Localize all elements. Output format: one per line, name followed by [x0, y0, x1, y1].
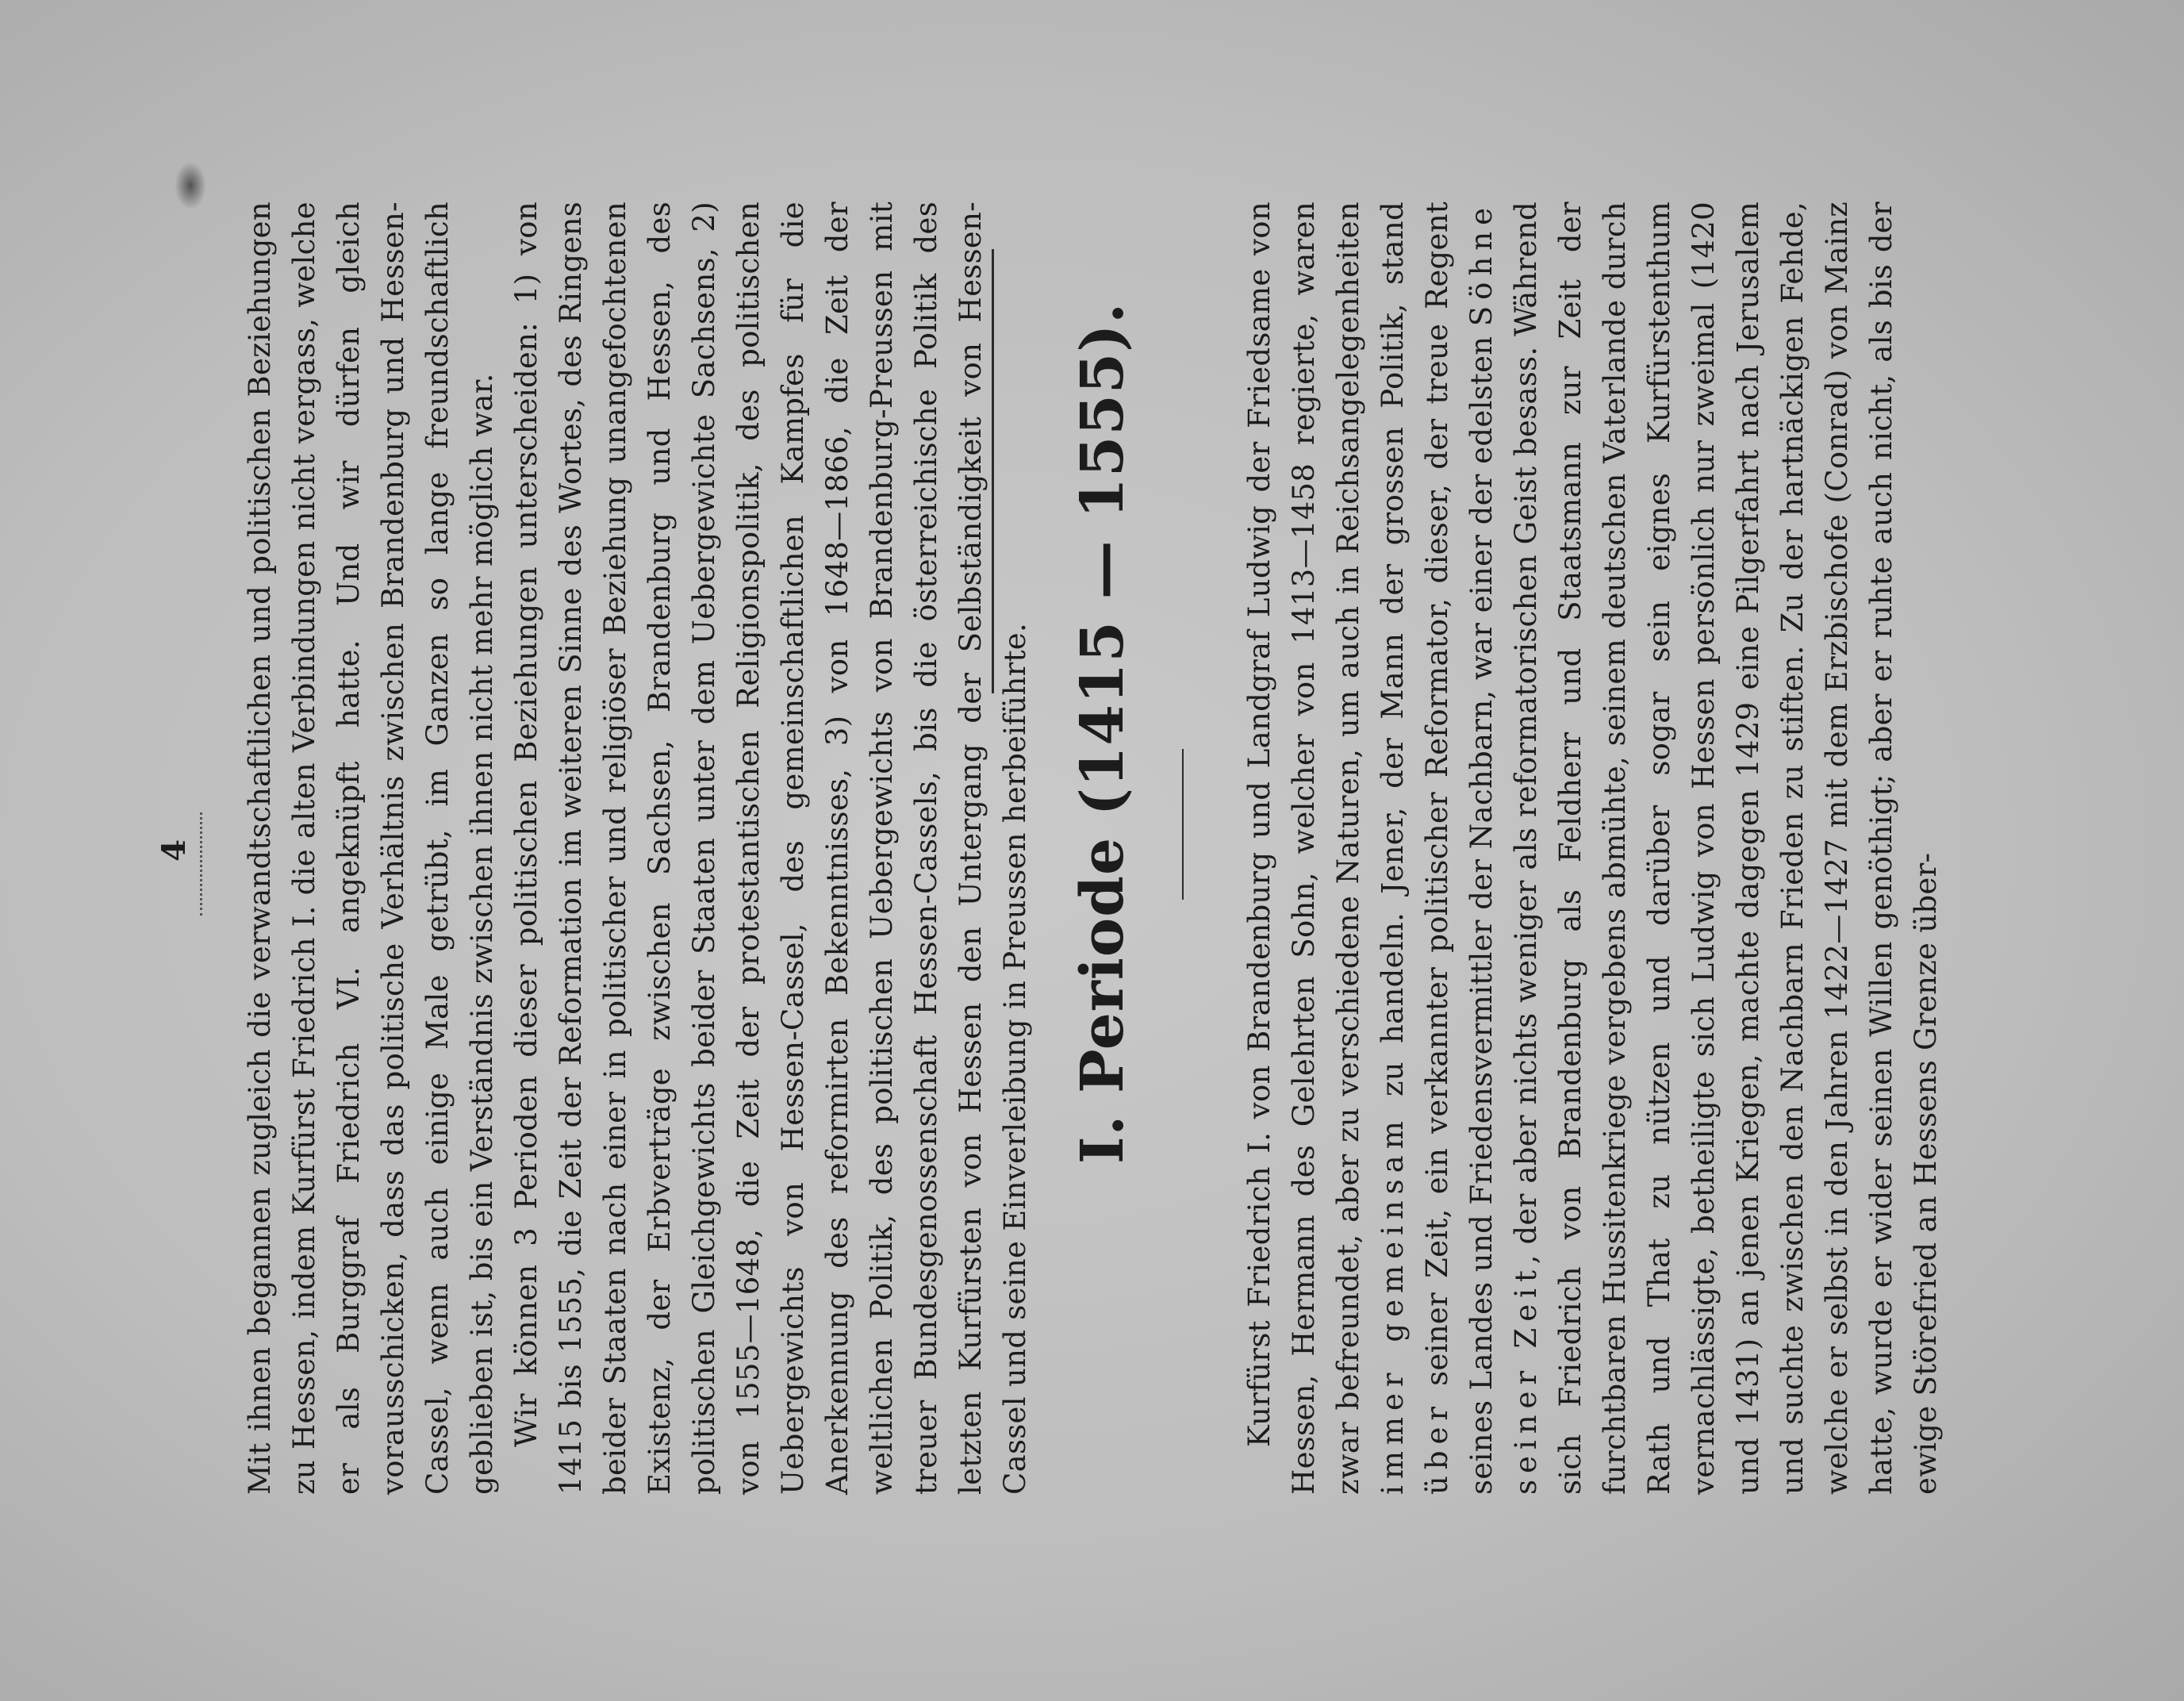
emphasis-ueber: über: [1420, 1400, 1454, 1495]
section-divider-top: [992, 249, 994, 693]
intro-paragraph-1: Mit ihnen begannen zugleich die verwandtschaftlichen und politischen Beziehungen zu Hessen, indem Kurfürst Friedrich I. die alten Verbindungen nicht vergass, welche er als Burggraf Friedrich VI. angeknüpft hatte. Und wir dürfen gleich vorausschicken, dass das politische Verhältnis zwischen Brandenburg und Hessen-Cassel, wenn auch einige Male getrübt, im Ganzen so lange freundschaftlich geblieben ist, bis ein Verständnis zwischen ihnen nicht mehr möglich war.: [243, 202, 499, 1495]
section-divider-bottom: [1182, 749, 1184, 900]
page-number-dotted-rule: [200, 812, 202, 916]
body-text-run-3: seiner Zeit, ein verkannter politischer Reformator, dieser, der treue Regent seines Landes und Friedensvermittler der Nachbarn, war einer der edelsten: [1420, 201, 1499, 1495]
intro-paragraph-2: Wir können 3 Perioden dieser politischen Beziehungen unterscheiden: 1) von 1415 bis 1555, die Zeit der Reformation im weiteren Sinne des Wortes, des Ringens beider Staaten nach einer in politischer und religiöser Beziehung unangefochtenen Existenz, der Erbverträge zwischen Sachsen, Brandenburg und Hessen, des politischen Gleichgewichts beider Staaten unter dem Uebergewichte Sachsens, 2) von 1555—1648, die Zeit der protestantischen Religionspolitik, des politischen Uebergewichts von Hessen-Cassel, des gemeinschaftlichen Kampfes für die Anerkennung des reformirten Bekenntnisses, 3) von 1648—1866, die Zeit der weltlichen Politik, des politischen Uebergewichts von Brandenburg-Preussen mit treuer Bundesgenossenschaft Hessen-Cassels, bis die österreichische Politik des letzten Kurfürsten von Hessen den Untergang der Selbständigkeit von Hessen-Cassel und seine Einverleibung in Preussen herbeiführte.: [509, 202, 1032, 1495]
period-paragraph: [1238, 202, 1948, 1495]
emphasis-immer-gemeinsam: immer gemeinsam: [1376, 1115, 1410, 1495]
period-heading: I. Periode (1415 — 1555).: [1069, 301, 1137, 1165]
ink-smudge: [175, 162, 206, 209]
emphasis-soehne-seiner-zeit: Söhne seiner Zeit: [1464, 201, 1543, 1495]
intro-text-block: [238, 202, 1032, 1495]
body-text-run-2: zu handeln. Jener, der Mann der grossen Politik, stand: [1376, 202, 1410, 1097]
period-body-text: [1238, 201, 1943, 1495]
page-number: 4: [155, 839, 193, 862]
body-text-run-4: , der aber nichts weniger als reformatorischen Geist besass. Während sich Friedrich von Brandenburg als Feldherr und Staatsmann zur Zeit der furchtbaren Hussitenkriege vergebens abmühte, seinem deutschen Vaterlande durch Rath und That zu nützen und darüber sogar sein eignes Kurfürstenthum vernachlässigte, betheiligte sich Ludwig von Hessen persönlich nur zweimal (1420 und 1431) an jenen Kriegen, machte dagegen 1429 eine Pilgerfahrt nach Jerusalem und suchte zwischen den Nachbarn Frieden zu stiften. Zu der hartnäckigen Fehde, welche er selbst in den Jahren 1422—1427 mit dem Erzbischofe (Conrad) von Mainz hatte, wurde er wider seinen Willen genöthigt; aber er ruhte auch nicht, als bis der ewige Störefried an Hessens Grenze über-: [1509, 202, 1943, 1495]
body-text-run-1: Kurfürst Friedrich I. von Brandenburg und Landgraf Ludwig der Friedsame von Hessen, Hermann des Gelehrten Sohn, welcher von 1413—1458 regierte, waren zwar befreundet, aber zu verschiedene Naturen, um auch in Reichsangelegenheiten: [1242, 202, 1365, 1495]
